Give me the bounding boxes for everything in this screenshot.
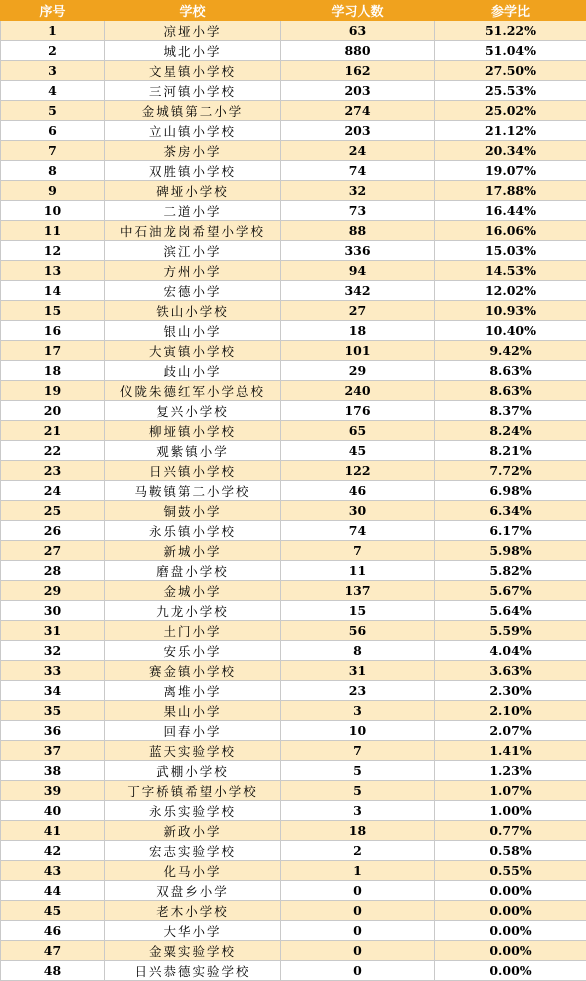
- cell-ratio: 0.58%: [435, 841, 586, 861]
- cell-learners: 24: [281, 141, 435, 161]
- cell-ratio: 19.07%: [435, 161, 586, 181]
- table-row: [1, 841, 586, 861]
- table-row: [1, 241, 586, 261]
- table-row: [1, 661, 586, 681]
- cell-ratio: 2.30%: [435, 681, 586, 701]
- cell-index: 13: [1, 261, 105, 281]
- cell-ratio: 14.53%: [435, 261, 586, 281]
- table-body: [1, 21, 586, 981]
- cell-learners: 46: [281, 481, 435, 501]
- cell-school: 双盘乡小学: [105, 881, 281, 901]
- cell-ratio: 25.02%: [435, 101, 586, 121]
- cell-index: 11: [1, 221, 105, 241]
- cell-learners: 0: [281, 881, 435, 901]
- cell-ratio: 21.12%: [435, 121, 586, 141]
- cell-ratio: 10.40%: [435, 321, 586, 341]
- cell-ratio: 5.67%: [435, 581, 586, 601]
- cell-learners: 7: [281, 541, 435, 561]
- cell-ratio: 4.04%: [435, 641, 586, 661]
- cell-index: 44: [1, 881, 105, 901]
- cell-index: 23: [1, 461, 105, 481]
- cell-learners: 32: [281, 181, 435, 201]
- cell-school: 武棚小学校: [105, 761, 281, 781]
- table-row: [1, 321, 586, 341]
- table-row: [1, 601, 586, 621]
- cell-ratio: 6.17%: [435, 521, 586, 541]
- cell-school: 金粟实验学校: [105, 941, 281, 961]
- cell-index: 42: [1, 841, 105, 861]
- cell-index: 43: [1, 861, 105, 881]
- table-row: [1, 541, 586, 561]
- cell-school: 方州小学: [105, 261, 281, 281]
- cell-ratio: 0.00%: [435, 961, 586, 981]
- cell-index: 7: [1, 141, 105, 161]
- cell-school: 新城小学: [105, 541, 281, 561]
- cell-ratio: 0.77%: [435, 821, 586, 841]
- cell-school: 大寅镇小学校: [105, 341, 281, 361]
- cell-ratio: 27.50%: [435, 61, 586, 81]
- cell-school: 双胜镇小学校: [105, 161, 281, 181]
- table-row: [1, 401, 586, 421]
- header-row: [1, 1, 586, 21]
- cell-learners: 65: [281, 421, 435, 441]
- cell-index: 18: [1, 361, 105, 381]
- cell-ratio: 6.34%: [435, 501, 586, 521]
- cell-ratio: 2.10%: [435, 701, 586, 721]
- cell-index: 20: [1, 401, 105, 421]
- cell-learners: 240: [281, 381, 435, 401]
- cell-index: 9: [1, 181, 105, 201]
- cell-index: 10: [1, 201, 105, 221]
- cell-ratio: 1.00%: [435, 801, 586, 821]
- cell-ratio: 2.07%: [435, 721, 586, 741]
- cell-ratio: 0.55%: [435, 861, 586, 881]
- cell-school: 金城镇第二小学: [105, 101, 281, 121]
- cell-learners: 203: [281, 121, 435, 141]
- cell-learners: 0: [281, 921, 435, 941]
- table-row: [1, 501, 586, 521]
- cell-index: 14: [1, 281, 105, 301]
- table-row: [1, 361, 586, 381]
- cell-ratio: 10.93%: [435, 301, 586, 321]
- cell-learners: 15: [281, 601, 435, 621]
- cell-school: 观紫镇小学: [105, 441, 281, 461]
- cell-learners: 336: [281, 241, 435, 261]
- cell-index: 26: [1, 521, 105, 541]
- cell-school: 老木小学校: [105, 901, 281, 921]
- table-row: [1, 61, 586, 81]
- table-row: [1, 81, 586, 101]
- cell-index: 12: [1, 241, 105, 261]
- cell-index: 8: [1, 161, 105, 181]
- cell-ratio: 5.64%: [435, 601, 586, 621]
- cell-school: 回春小学: [105, 721, 281, 741]
- cell-school: 滨江小学: [105, 241, 281, 261]
- cell-index: 21: [1, 421, 105, 441]
- table-row: [1, 781, 586, 801]
- cell-index: 6: [1, 121, 105, 141]
- cell-school: 新政小学: [105, 821, 281, 841]
- cell-ratio: 9.42%: [435, 341, 586, 361]
- cell-ratio: 0.00%: [435, 881, 586, 901]
- table-row: [1, 201, 586, 221]
- table-row: [1, 221, 586, 241]
- cell-index: 45: [1, 901, 105, 921]
- cell-school: 安乐小学: [105, 641, 281, 661]
- cell-index: 46: [1, 921, 105, 941]
- cell-index: 37: [1, 741, 105, 761]
- table-row: [1, 21, 586, 41]
- cell-school: 银山小学: [105, 321, 281, 341]
- cell-school: 仪陇朱德红军小学总校: [105, 381, 281, 401]
- header-ratio: 参学比: [435, 1, 586, 21]
- table-row: [1, 581, 586, 601]
- header-learners: 学习人数: [281, 1, 435, 21]
- cell-index: 25: [1, 501, 105, 521]
- cell-school: 复兴小学校: [105, 401, 281, 421]
- table-row: [1, 801, 586, 821]
- cell-learners: 23: [281, 681, 435, 701]
- cell-school: 土门小学: [105, 621, 281, 641]
- cell-school: 茶房小学: [105, 141, 281, 161]
- cell-ratio: 12.02%: [435, 281, 586, 301]
- cell-learners: 73: [281, 201, 435, 221]
- table-row: [1, 741, 586, 761]
- table-row: [1, 281, 586, 301]
- table-row: [1, 641, 586, 661]
- cell-learners: 56: [281, 621, 435, 641]
- table-row: [1, 341, 586, 361]
- cell-learners: 30: [281, 501, 435, 521]
- cell-ratio: 51.22%: [435, 21, 586, 41]
- cell-index: 35: [1, 701, 105, 721]
- cell-ratio: 8.24%: [435, 421, 586, 441]
- cell-learners: 122: [281, 461, 435, 481]
- cell-school: 铁山小学校: [105, 301, 281, 321]
- cell-school: 城北小学: [105, 41, 281, 61]
- cell-ratio: 0.00%: [435, 941, 586, 961]
- cell-ratio: 8.21%: [435, 441, 586, 461]
- header-school: 学校: [105, 1, 281, 21]
- cell-school: 立山镇小学校: [105, 121, 281, 141]
- table-row: [1, 161, 586, 181]
- cell-school: 化马小学: [105, 861, 281, 881]
- cell-index: 31: [1, 621, 105, 641]
- cell-school: 中石油龙岗希望小学校: [105, 221, 281, 241]
- cell-learners: 8: [281, 641, 435, 661]
- cell-index: 47: [1, 941, 105, 961]
- cell-learners: 18: [281, 821, 435, 841]
- cell-ratio: 1.41%: [435, 741, 586, 761]
- cell-ratio: 16.44%: [435, 201, 586, 221]
- cell-learners: 27: [281, 301, 435, 321]
- cell-learners: 74: [281, 521, 435, 541]
- cell-index: 1: [1, 21, 105, 41]
- table-row: [1, 521, 586, 541]
- table-row: [1, 141, 586, 161]
- cell-index: 39: [1, 781, 105, 801]
- cell-learners: 1: [281, 861, 435, 881]
- table-row: [1, 481, 586, 501]
- cell-index: 36: [1, 721, 105, 741]
- table-row: [1, 681, 586, 701]
- cell-school: 宏志实验学校: [105, 841, 281, 861]
- table-row: [1, 941, 586, 961]
- cell-school: 柳垭镇小学校: [105, 421, 281, 441]
- cell-learners: 274: [281, 101, 435, 121]
- cell-school: 金城小学: [105, 581, 281, 601]
- cell-ratio: 5.82%: [435, 561, 586, 581]
- cell-index: 38: [1, 761, 105, 781]
- table-row: [1, 901, 586, 921]
- cell-learners: 5: [281, 781, 435, 801]
- cell-learners: 880: [281, 41, 435, 61]
- cell-learners: 5: [281, 761, 435, 781]
- cell-learners: 162: [281, 61, 435, 81]
- table-row: [1, 41, 586, 61]
- table-row: [1, 101, 586, 121]
- table-row: [1, 861, 586, 881]
- table-row: [1, 561, 586, 581]
- cell-school: 果山小学: [105, 701, 281, 721]
- cell-learners: 31: [281, 661, 435, 681]
- cell-school: 磨盘小学校: [105, 561, 281, 581]
- cell-index: 17: [1, 341, 105, 361]
- cell-learners: 3: [281, 801, 435, 821]
- cell-index: 41: [1, 821, 105, 841]
- cell-ratio: 3.63%: [435, 661, 586, 681]
- cell-learners: 0: [281, 901, 435, 921]
- cell-school: 歧山小学: [105, 361, 281, 381]
- cell-learners: 137: [281, 581, 435, 601]
- cell-index: 48: [1, 961, 105, 981]
- cell-ratio: 6.98%: [435, 481, 586, 501]
- cell-index: 5: [1, 101, 105, 121]
- cell-ratio: 0.00%: [435, 901, 586, 921]
- cell-school: 日兴镇小学校: [105, 461, 281, 481]
- table-row: [1, 421, 586, 441]
- cell-school: 九龙小学校: [105, 601, 281, 621]
- cell-index: 22: [1, 441, 105, 461]
- cell-ratio: 17.88%: [435, 181, 586, 201]
- cell-school: 铜鼓小学: [105, 501, 281, 521]
- cell-index: 2: [1, 41, 105, 61]
- table-row: [1, 921, 586, 941]
- cell-ratio: 15.03%: [435, 241, 586, 261]
- cell-index: 40: [1, 801, 105, 821]
- cell-learners: 2: [281, 841, 435, 861]
- cell-ratio: 20.34%: [435, 141, 586, 161]
- table-row: [1, 721, 586, 741]
- table-row: [1, 381, 586, 401]
- cell-school: 碑垭小学校: [105, 181, 281, 201]
- cell-learners: 74: [281, 161, 435, 181]
- cell-school: 离堆小学: [105, 681, 281, 701]
- cell-ratio: 5.59%: [435, 621, 586, 641]
- table-row: [1, 761, 586, 781]
- cell-ratio: 7.72%: [435, 461, 586, 481]
- cell-school: 赛金镇小学校: [105, 661, 281, 681]
- cell-index: 29: [1, 581, 105, 601]
- table-row: [1, 821, 586, 841]
- cell-ratio: 8.37%: [435, 401, 586, 421]
- cell-index: 3: [1, 61, 105, 81]
- cell-ratio: 16.06%: [435, 221, 586, 241]
- table-row: [1, 881, 586, 901]
- cell-learners: 18: [281, 321, 435, 341]
- cell-learners: 11: [281, 561, 435, 581]
- cell-school: 蓝天实验学校: [105, 741, 281, 761]
- cell-school: 马鞍镇第二小学校: [105, 481, 281, 501]
- cell-learners: 0: [281, 961, 435, 981]
- cell-school: 永乐镇小学校: [105, 521, 281, 541]
- header-index: 序号: [1, 1, 105, 21]
- cell-school: 永乐实验学校: [105, 801, 281, 821]
- cell-ratio: 5.98%: [435, 541, 586, 561]
- cell-index: 27: [1, 541, 105, 561]
- cell-learners: 203: [281, 81, 435, 101]
- cell-school: 二道小学: [105, 201, 281, 221]
- cell-index: 19: [1, 381, 105, 401]
- cell-index: 15: [1, 301, 105, 321]
- table-row: [1, 121, 586, 141]
- cell-ratio: 25.53%: [435, 81, 586, 101]
- cell-learners: 0: [281, 941, 435, 961]
- table-row: [1, 181, 586, 201]
- cell-school: 宏德小学: [105, 281, 281, 301]
- table-row: [1, 701, 586, 721]
- cell-ratio: 1.07%: [435, 781, 586, 801]
- table-row: [1, 461, 586, 481]
- cell-learners: 342: [281, 281, 435, 301]
- cell-learners: 63: [281, 21, 435, 41]
- cell-school: 大华小学: [105, 921, 281, 941]
- table-row: [1, 961, 586, 981]
- table-row: [1, 261, 586, 281]
- cell-learners: 101: [281, 341, 435, 361]
- cell-learners: 3: [281, 701, 435, 721]
- cell-learners: 88: [281, 221, 435, 241]
- cell-school: 凉垭小学: [105, 21, 281, 41]
- cell-learners: 94: [281, 261, 435, 281]
- cell-ratio: 8.63%: [435, 361, 586, 381]
- cell-index: 4: [1, 81, 105, 101]
- cell-ratio: 51.04%: [435, 41, 586, 61]
- cell-index: 30: [1, 601, 105, 621]
- cell-ratio: 1.23%: [435, 761, 586, 781]
- cell-index: 32: [1, 641, 105, 661]
- table-row: [1, 621, 586, 641]
- cell-ratio: 8.63%: [435, 381, 586, 401]
- cell-school: 日兴恭德实验学校: [105, 961, 281, 981]
- cell-index: 24: [1, 481, 105, 501]
- cell-index: 28: [1, 561, 105, 581]
- cell-learners: 176: [281, 401, 435, 421]
- cell-index: 16: [1, 321, 105, 341]
- cell-index: 34: [1, 681, 105, 701]
- cell-learners: 29: [281, 361, 435, 381]
- table-row: [1, 441, 586, 461]
- cell-school: 文星镇小学校: [105, 61, 281, 81]
- cell-school: 三河镇小学校: [105, 81, 281, 101]
- cell-learners: 10: [281, 721, 435, 741]
- cell-ratio: 0.00%: [435, 921, 586, 941]
- cell-school: 丁字桥镇希望小学校: [105, 781, 281, 801]
- cell-index: 33: [1, 661, 105, 681]
- cell-learners: 7: [281, 741, 435, 761]
- cell-learners: 45: [281, 441, 435, 461]
- table-row: [1, 301, 586, 321]
